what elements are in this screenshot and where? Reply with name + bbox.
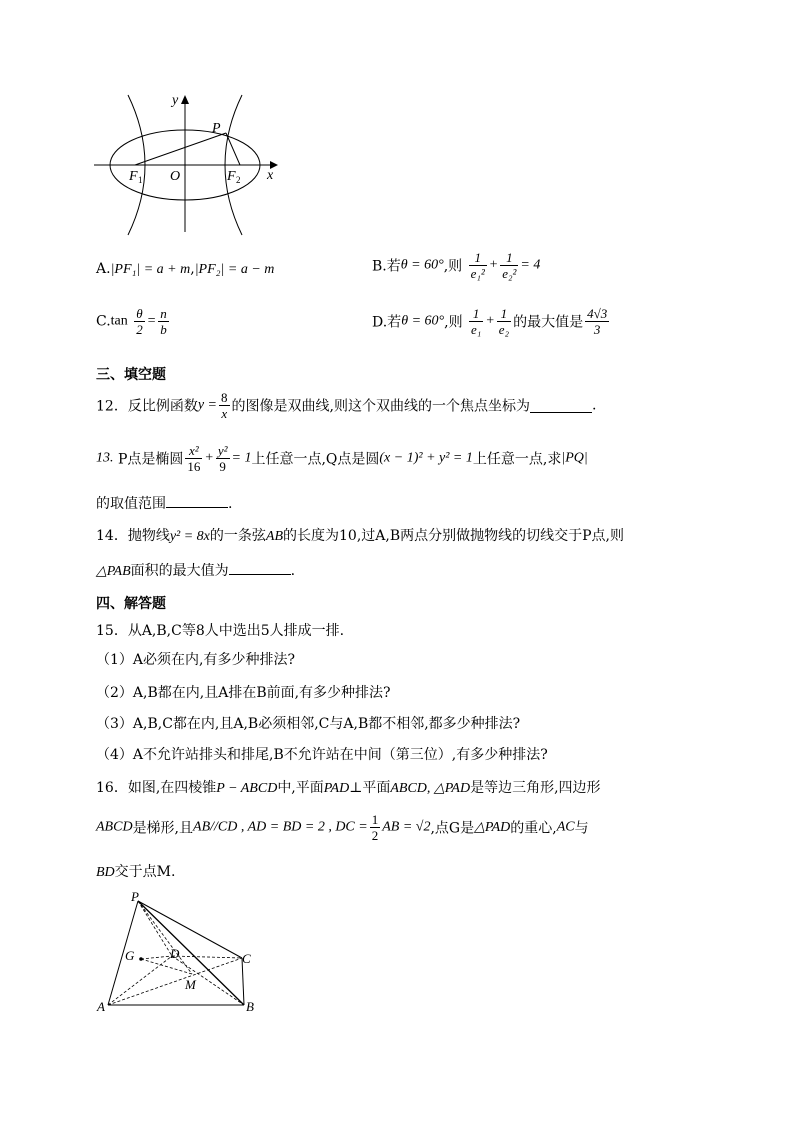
label-F1-sub: 1 — [138, 175, 143, 185]
question-15-part-1: （1）A必须在内,有多少种排法? — [96, 652, 295, 668]
question-16-line2: ABCD是梯形,且AB//CD , AD = BD = 2 , DC = $\frac{1}{2}$ AB = √2,点G是△PAD的重心,AC与 — [96, 812, 589, 843]
question-15-stem: 15．从A,B,C等8人中选出5人排成一排. — [96, 623, 345, 639]
label-F2: F — [227, 169, 236, 184]
option-C: C.tan $\frac{\theta}{2}$ = $\frac{n}{b}$ — [96, 306, 167, 337]
section-fill-in-title: 三、填空题 — [96, 367, 166, 383]
label-O: O — [170, 169, 181, 184]
section-answer-title: 四、解答题 — [96, 596, 166, 612]
label-F2-sub: 2 — [236, 175, 241, 185]
pyramid-figure — [94, 890, 274, 1020]
answer-blank[interactable] — [530, 399, 592, 413]
question-15-part-4: （4）A不允许站排头和排尾,B不允许站在中间（第三位）,有多少种排法? — [96, 747, 548, 763]
ellipse-hyperbola-figure — [90, 90, 290, 240]
option-A: A.|PF₁| = a + m,|PF₂| = a − m — [96, 261, 275, 277]
question-14: 14．抛物线y² = 8x的一条弦AB的长度为10,过A,B两点分别做抛物线的切线交于P点,则 — [96, 528, 624, 544]
label-C: C — [242, 951, 251, 966]
option-D: D.若θ = 60°,则 $\frac{1}{\text{e₁}}$ + $\frac{1}{\text{e₂}}$ 的最大值是 $\frac{4√3}{3}$ — [372, 306, 608, 337]
label-A: A — [97, 999, 105, 1014]
question-15-part-3: （3）A,B,C都在内,且A,B必须相邻,C与A,B都不相邻,都多少种排法? — [96, 716, 521, 732]
question-16-line3: BD交于点M. — [96, 864, 176, 880]
label-y: y — [172, 93, 179, 108]
label-F1: F — [129, 169, 138, 184]
label-P: P — [212, 121, 221, 136]
answer-blank[interactable] — [229, 561, 291, 575]
label-x: x — [267, 168, 274, 183]
label-P: P — [131, 890, 139, 904]
label-M: M — [185, 977, 196, 992]
label-G: G — [125, 948, 135, 963]
label-D: D — [170, 946, 180, 961]
option-B: B.若θ = 60°,则 $\frac{1}{\text{e₁²}}$ + $\frac{1}{\text{e₂²}}$ = 4 — [372, 250, 541, 281]
label-B: B — [246, 999, 254, 1014]
answer-blank[interactable] — [166, 494, 228, 508]
question-13-line2: 的取值范围 . — [96, 496, 233, 512]
question-13: 13. P点是椭圆 $\frac{\text{x²}}{16}$ + $\frac{\text{y²}}{9}$ = 1上任意一点,Q点是圆(x − 1)² + y² = 1上任意一点,求|PQ| — [96, 443, 588, 474]
question-15-part-2: （2）A,B都在内,且A排在B前面,有多少种排法? — [96, 685, 391, 701]
question-14-line2: △PAB面积的最大值为 . — [96, 563, 296, 579]
question-16-line1: 16．如图,在四棱锥P − ABCD中,平面PAD⊥平面ABCD, △PAD是等边三角形,四边形 — [96, 780, 601, 796]
question-12: 12．反比例函数y = $\frac{8}{x}$ 的图像是双曲线,则这个双曲线的一个焦点坐标为 . — [96, 390, 597, 421]
